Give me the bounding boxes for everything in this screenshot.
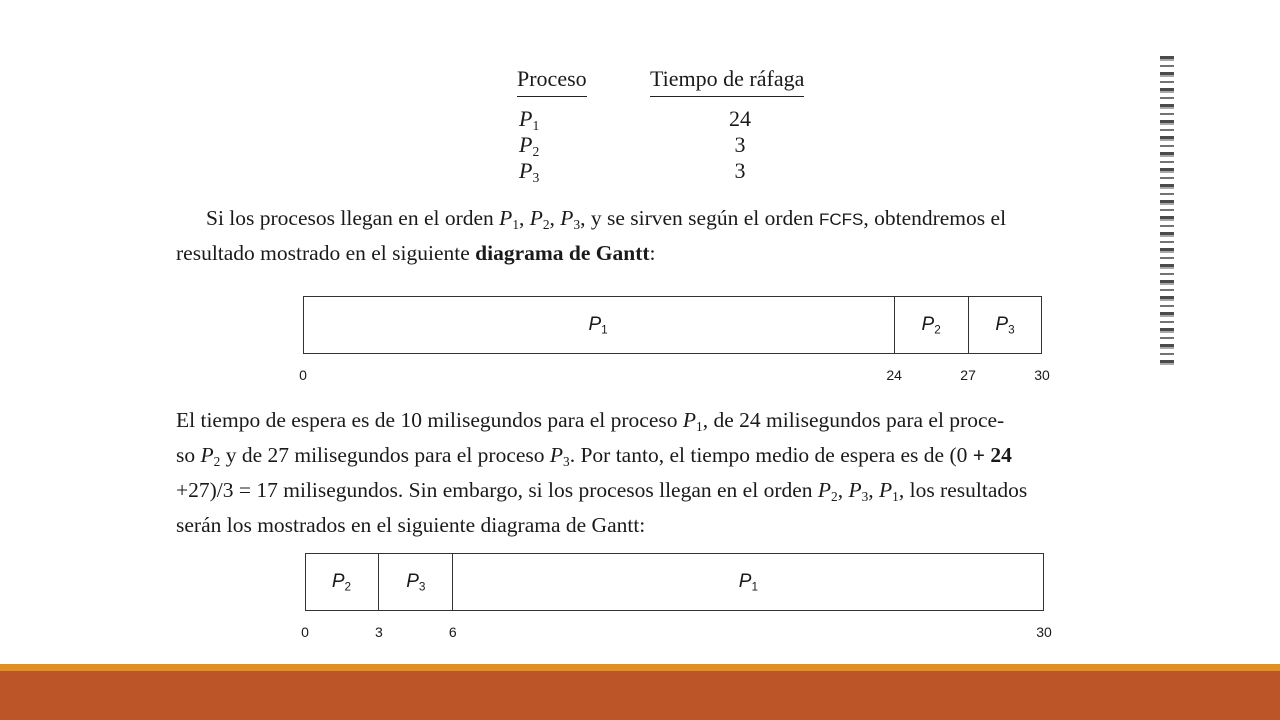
gantt-bar [305, 553, 1044, 611]
gantt-segment-p2 [305, 554, 379, 610]
gantt-segment-p1 [303, 297, 894, 353]
header-process: Proceso [517, 66, 587, 97]
paragraph-line: resultado mostrado en el siguiente diagrama de Gantt: [176, 240, 656, 265]
table-row-burst: 3 [734, 158, 746, 183]
gantt-segment-label: $P_3$ [406, 570, 426, 594]
gantt-segment-label: $P_1$ [738, 570, 758, 594]
gantt-segment-label: $P_2$ [921, 313, 941, 337]
paragraph-line: serán los mostrados en el siguiente diagrama de Gantt: [176, 512, 646, 537]
footer-accent-line [0, 664, 1280, 671]
gantt-segment-label: $P_2$ [331, 570, 352, 594]
gantt-chart-fcfs-order-1 [299, 296, 1050, 386]
table-row-burst: 3 [734, 132, 746, 157]
gantt-tick-label: 24 [886, 367, 902, 383]
paragraph-waiting-time [176, 406, 1176, 540]
gantt-tick-label: 6 [448, 624, 457, 640]
gantt-tick-label: 0 [299, 367, 307, 383]
gantt-chart-order-2 [301, 553, 1052, 643]
gantt-segment-label: $P_3$ [995, 313, 1015, 337]
paragraph-line: +27)/3 = 17 milisegundos. Sin embargo, si los procesos llegan en el orden $P_2$, $P_3$, $P_1$, los resultados [176, 477, 1028, 504]
paragraph-line: Si los procesos llegan en el orden $P_1$, $P_2$, $P_3$, y se sirven según el orden FCFS, obtendremos el [206, 206, 1007, 232]
footer-bar [0, 671, 1280, 720]
gantt-tick-label: 27 [960, 367, 976, 383]
gantt-tick-label: 30 [1036, 624, 1052, 640]
header-burst-time: Tiempo de ráfaga [650, 66, 804, 97]
table-row-process: $P_1$ [519, 106, 540, 134]
gantt-segment-label: $P_1$ [588, 313, 608, 337]
gantt-segment-p2 [894, 297, 968, 353]
gantt-tick-label: 0 [301, 624, 309, 640]
table-row-process: $P_3$ [519, 158, 540, 186]
table-row-process: $P_2$ [519, 132, 540, 160]
paragraph-fcfs-intro [176, 204, 1176, 268]
gantt-bar [303, 296, 1042, 354]
paragraph-line: so $P_2$ y de 27 milisegundos para el proceso $P_3$. Por tanto, el tiempo medio de espera es de (0 + 24 [176, 442, 1012, 469]
gantt-tick-label: 30 [1034, 367, 1050, 383]
paragraph-line: El tiempo de espera es de 10 milisegundos para el proceso $P_1$, de 24 milisegundos para el proce- [176, 408, 1005, 434]
table-row-burst: 24 [729, 106, 751, 131]
gantt-segment-p3 [968, 297, 1042, 353]
gantt-segment-p1 [452, 554, 1043, 610]
gantt-segment-p3 [378, 554, 452, 610]
gantt-tick-label: 3 [374, 624, 383, 640]
